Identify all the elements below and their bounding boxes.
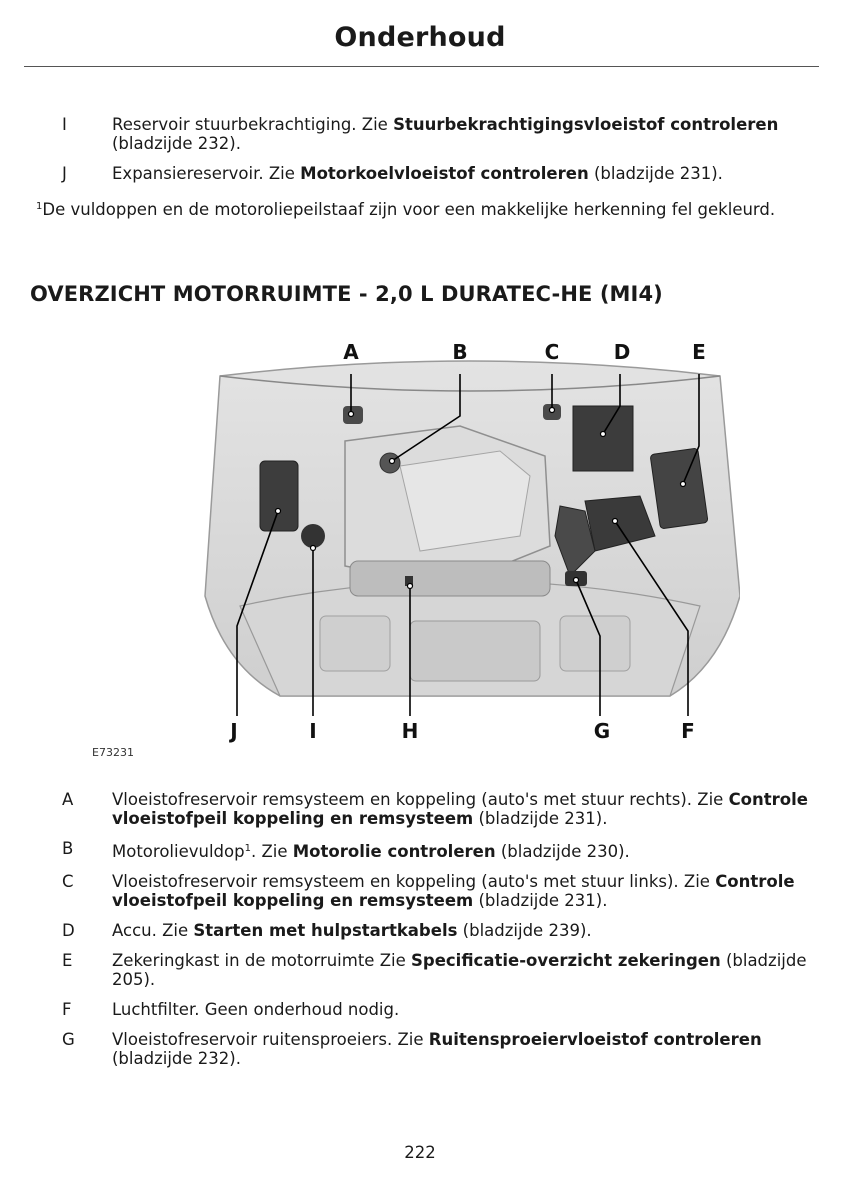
legend-link[interactable]: Controle vloeistofpeil koppeling en remsysteem bbox=[112, 872, 795, 910]
legend-item-c bbox=[0, 872, 867, 910]
footnote-marker: 1 bbox=[36, 201, 43, 212]
legend-link[interactable]: Stuurbekrachtigingsvloeistof controleren bbox=[393, 115, 779, 134]
figure-label-d: D bbox=[613, 340, 631, 364]
figure-label-c: C bbox=[544, 340, 560, 364]
legend-letter: D bbox=[62, 921, 75, 940]
legend-page-ref: (bladzijde 231). bbox=[473, 891, 608, 910]
figure-label-j: J bbox=[230, 719, 238, 743]
footnote-text: De vuldoppen en de motoroliepeilstaaf zijn voor een makkelijke herkenning fel gekleurd. bbox=[42, 200, 776, 219]
legend-item-b bbox=[0, 839, 867, 861]
legend-text: Vloeistofreservoir remsysteem en koppeling (auto's met stuur rechts). Zie bbox=[112, 790, 729, 809]
legend-link[interactable]: Specificatie-overzicht zekeringen bbox=[411, 951, 721, 970]
legend-text: Accu. Zie bbox=[112, 921, 194, 940]
legend-page-ref: (bladzijde 205). bbox=[112, 951, 807, 989]
figure-label-e: E bbox=[692, 340, 706, 364]
section-title: OVERZICHT MOTORRUIMTE - 2,0 L DURATEC-HE (MI4) bbox=[30, 282, 663, 306]
top-legend bbox=[0, 115, 867, 194]
legend-letter: A bbox=[62, 790, 74, 809]
battery-d bbox=[573, 406, 633, 471]
figure-label-h: H bbox=[401, 719, 419, 743]
header-divider bbox=[24, 66, 819, 67]
legend-letter: E bbox=[62, 951, 73, 970]
legend-text: Reservoir stuurbekrachtiging. Zie bbox=[112, 115, 394, 134]
figure-code: E73231 bbox=[92, 746, 134, 759]
legend-item-i bbox=[0, 115, 867, 153]
legend-link[interactable]: Ruitensproeiervloeistof controleren bbox=[428, 1030, 762, 1049]
engine-cover-top bbox=[400, 451, 530, 551]
legend-text-cont: . Zie bbox=[250, 842, 293, 861]
engine-bay-illustration bbox=[200, 336, 740, 756]
legend-letter: I bbox=[62, 115, 67, 134]
page-title: Onderhoud bbox=[334, 22, 506, 53]
legend-item-j bbox=[0, 164, 867, 183]
legend-text: Motorolievuldop bbox=[112, 842, 245, 861]
fuse-box-e bbox=[650, 448, 708, 529]
legend-text: Vloeistofreservoir remsysteem en koppeling (auto's met stuur links). Zie bbox=[112, 872, 716, 891]
legend-letter: F bbox=[62, 1000, 72, 1019]
footnote bbox=[36, 197, 775, 219]
legend-item-a bbox=[0, 790, 867, 828]
figure-label-a: A bbox=[343, 340, 359, 364]
footnote-ref: 1 bbox=[244, 843, 251, 854]
grille-left bbox=[320, 616, 390, 671]
legend-letter: G bbox=[62, 1030, 75, 1049]
expansion-tank-j bbox=[260, 461, 298, 531]
figure-label-b: B bbox=[452, 340, 468, 364]
page-number: 222 bbox=[404, 1143, 436, 1162]
power-steering-i bbox=[301, 524, 325, 548]
legend-text: Expansiereservoir. Zie bbox=[112, 164, 301, 183]
legend-text: Zekeringkast in de motorruimte Zie bbox=[112, 951, 411, 970]
legend-item-g bbox=[0, 1030, 867, 1068]
legend-item-d bbox=[0, 921, 867, 940]
intake-manifold bbox=[350, 561, 550, 596]
engine-bay-figure bbox=[200, 336, 740, 756]
legend-letter: J bbox=[62, 164, 67, 183]
figure-label-i: I bbox=[309, 719, 317, 743]
legend-letter: B bbox=[62, 839, 74, 858]
legend-link[interactable]: Motorkoelvloeistof controleren bbox=[300, 164, 589, 183]
figure-label-f: F bbox=[681, 719, 695, 743]
legend-link[interactable]: Controle vloeistofpeil koppeling en remsysteem bbox=[112, 790, 808, 828]
legend-letter: C bbox=[62, 872, 74, 891]
legend-item-e bbox=[0, 951, 867, 989]
legend-link[interactable]: Starten met hulpstartkabels bbox=[193, 921, 458, 940]
legend-page-ref: (bladzijde 230). bbox=[495, 842, 630, 861]
legend-page-ref: (bladzijde 231). bbox=[473, 809, 608, 828]
legend-text: Luchtfilter. Geen onderhoud nodig. bbox=[112, 1000, 400, 1019]
legend-page-ref: (bladzijde 231). bbox=[588, 164, 723, 183]
figure-label-g: G bbox=[593, 719, 611, 743]
bottom-legend bbox=[0, 790, 867, 1079]
legend-text: Vloeistofreservoir ruitensproeiers. Zie bbox=[112, 1030, 429, 1049]
legend-page-ref: (bladzijde 232). bbox=[112, 134, 241, 153]
grille bbox=[410, 621, 540, 681]
legend-page-ref: (bladzijde 232). bbox=[112, 1049, 241, 1068]
legend-item-f bbox=[0, 1000, 867, 1019]
legend-link[interactable]: Motorolie controleren bbox=[292, 842, 496, 861]
legend-page-ref: (bladzijde 239). bbox=[457, 921, 592, 940]
